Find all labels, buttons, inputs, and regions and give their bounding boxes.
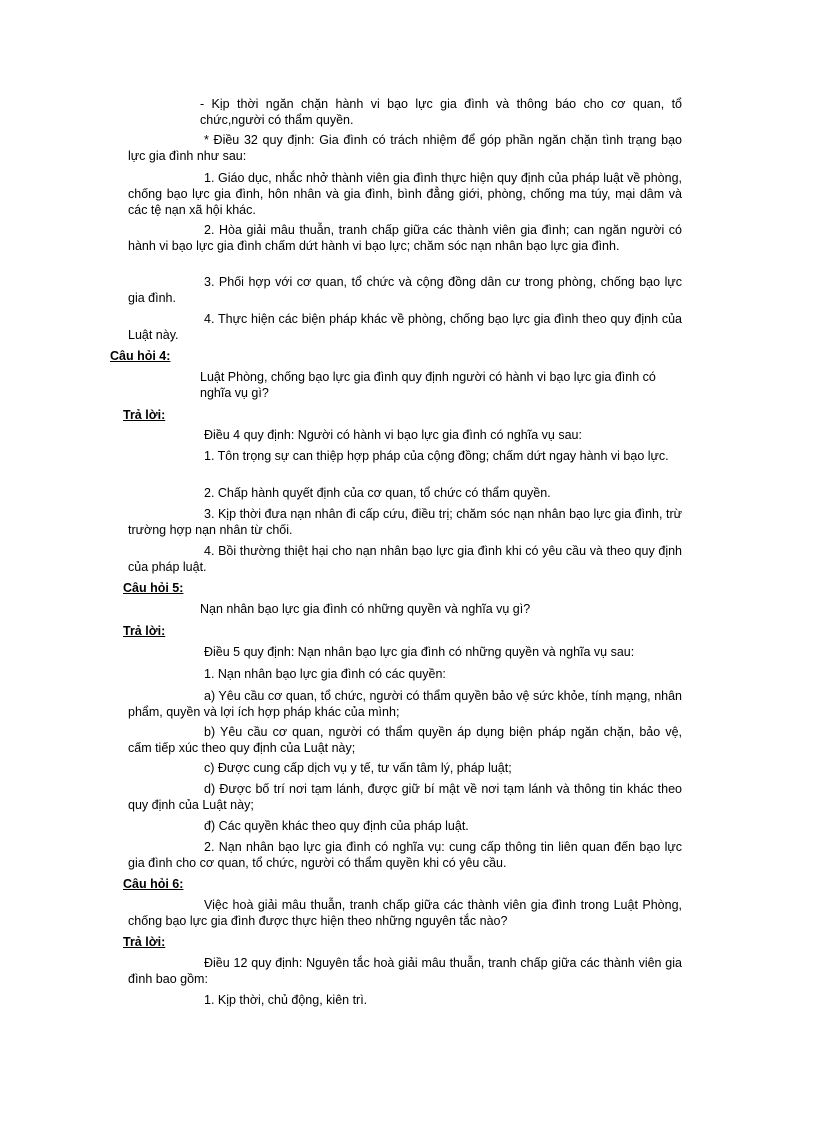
paragraph-article-4: Điều 4 quy định: Người có hành vi bạo lực gia đình có nghĩa vụ sau: [204,428,582,442]
paragraph-32-item-3: 3. Phối hợp với cơ quan, tổ chức và cộng đồng dân cư trong phòng, chống bạo lực gia đình. [128,275,682,305]
paragraph-article-32: * Điều 32 quy định: Gia đình có trách nhiệm để góp phần ngăn chặn tình trạng bạo lực gia đình như sau: [128,133,682,163]
paragraph-5-item-c: c) Được cung cấp dịch vụ y tế, tư vấn tâm lý, pháp luật; [204,761,512,775]
question-4-text: Luật Phòng, chống bạo lực gia đình quy định người có hành vi bạo lực gia đình có nghĩa vụ gì? [200,370,656,400]
paragraph-article-5: Điều 5 quy định: Nạn nhân bạo lực gia đình có những quyền và nghĩa vụ sau: [204,645,635,659]
paragraph-5-item-dd: đ) Các quyền khác theo quy định của pháp luật. [204,819,469,833]
paragraph-5-item-d: d) Được bố trí nơi tạm lánh, được giữ bí mật về nơi tạm lánh và thông tin khác theo quy định của Luật này; [128,782,682,812]
paragraph-article-12: Điều 12 quy định: Nguyên tắc hoà giải mâu thuẫn, tranh chấp giữa các thành viên gia đình bao gồm: [128,956,682,986]
paragraph-4-item-1: 1. Tôn trọng sự can thiệp hợp pháp của cộng đồng; chấm dứt ngay hành vi bạo lực. [204,449,669,463]
question-4-heading: Câu hỏi 4: [110,349,171,363]
answer-5-heading: Trả lời: [123,624,166,638]
paragraph-12-item-1: 1. Kịp thời, chủ động, kiên trì. [204,993,368,1007]
paragraph-prevent-notify: - Kịp thời ngăn chặn hành vi bạo lực gia đình và thông báo cho cơ quan, tổ chức,người có thẩm quyền. [200,97,682,127]
paragraph-5-item-a: a) Yêu cầu cơ quan, tổ chức, người có thẩm quyền bảo vệ sức khỏe, tính mạng, nhân phẩm, quyền và lợi ích hợp pháp khác của mình; [128,689,682,719]
paragraph-5-item-2: 2. Nạn nhân bạo lực gia đình có nghĩa vụ: cung cấp thông tin liên quan đến bạo lực gia đình cho cơ quan, tổ chức, người có thẩm quyền khi có yêu cầu. [128,840,682,870]
paragraph-5-item-1: 1. Nạn nhân bạo lực gia đình có các quyền: [204,667,446,681]
paragraph-32-item-2: 2. Hòa giải mâu thuẫn, tranh chấp giữa các thành viên gia đình; can ngăn người có hành vi bạo lực gia đình chấm dứt hành vi bạo lực; chăm sóc nạn nhân bạo lực gia đình. [128,223,682,253]
answer-6-heading: Trả lời: [123,935,166,949]
question-6-heading: Câu hỏi 6: [123,877,184,891]
paragraph-4-item-4: 4. Bồi thường thiệt hại cho nạn nhân bạo lực gia đình khi có yêu cầu và theo quy định của pháp luật. [128,544,682,574]
question-6-text: Việc hoà giải mâu thuẫn, tranh chấp giữa các thành viên gia đình trong Luật Phòng, chống bạo lực gia đình được thực hiện theo những nguyên tắc nào? [128,898,682,928]
paragraph-4-item-2: 2. Chấp hành quyết định của cơ quan, tổ chức có thẩm quyền. [204,486,551,500]
paragraph-32-item-4: 4. Thực hiện các biện pháp khác về phòng, chống bạo lực gia đình theo quy định của Luật này. [128,312,682,342]
answer-4-heading: Trả lời: [123,408,166,422]
paragraph-5-item-b: b) Yêu cầu cơ quan, người có thẩm quyền áp dụng biện pháp ngăn chặn, bảo vệ, cấm tiếp xúc theo quy định của Luật này; [128,725,682,755]
question-5-heading: Câu hỏi 5: [123,581,184,595]
paragraph-32-item-1: 1. Giáo dục, nhắc nhở thành viên gia đình thực hiện quy định của pháp luật về phòng, chống bạo lực gia đình, hôn nhân và gia đình, bình đẳng giới, phòng, chống ma túy, mại dâm và các tệ nạn xã hội khác. [128,171,682,217]
paragraph-4-item-3: 3. Kịp thời đưa nạn nhân đi cấp cứu, điều trị; chăm sóc nạn nhân bạo lực gia đình, trừ trường hợp nạn nhân từ chối. [128,507,682,537]
question-5-text: Nạn nhân bạo lực gia đình có những quyền và nghĩa vụ gì? [200,602,531,616]
